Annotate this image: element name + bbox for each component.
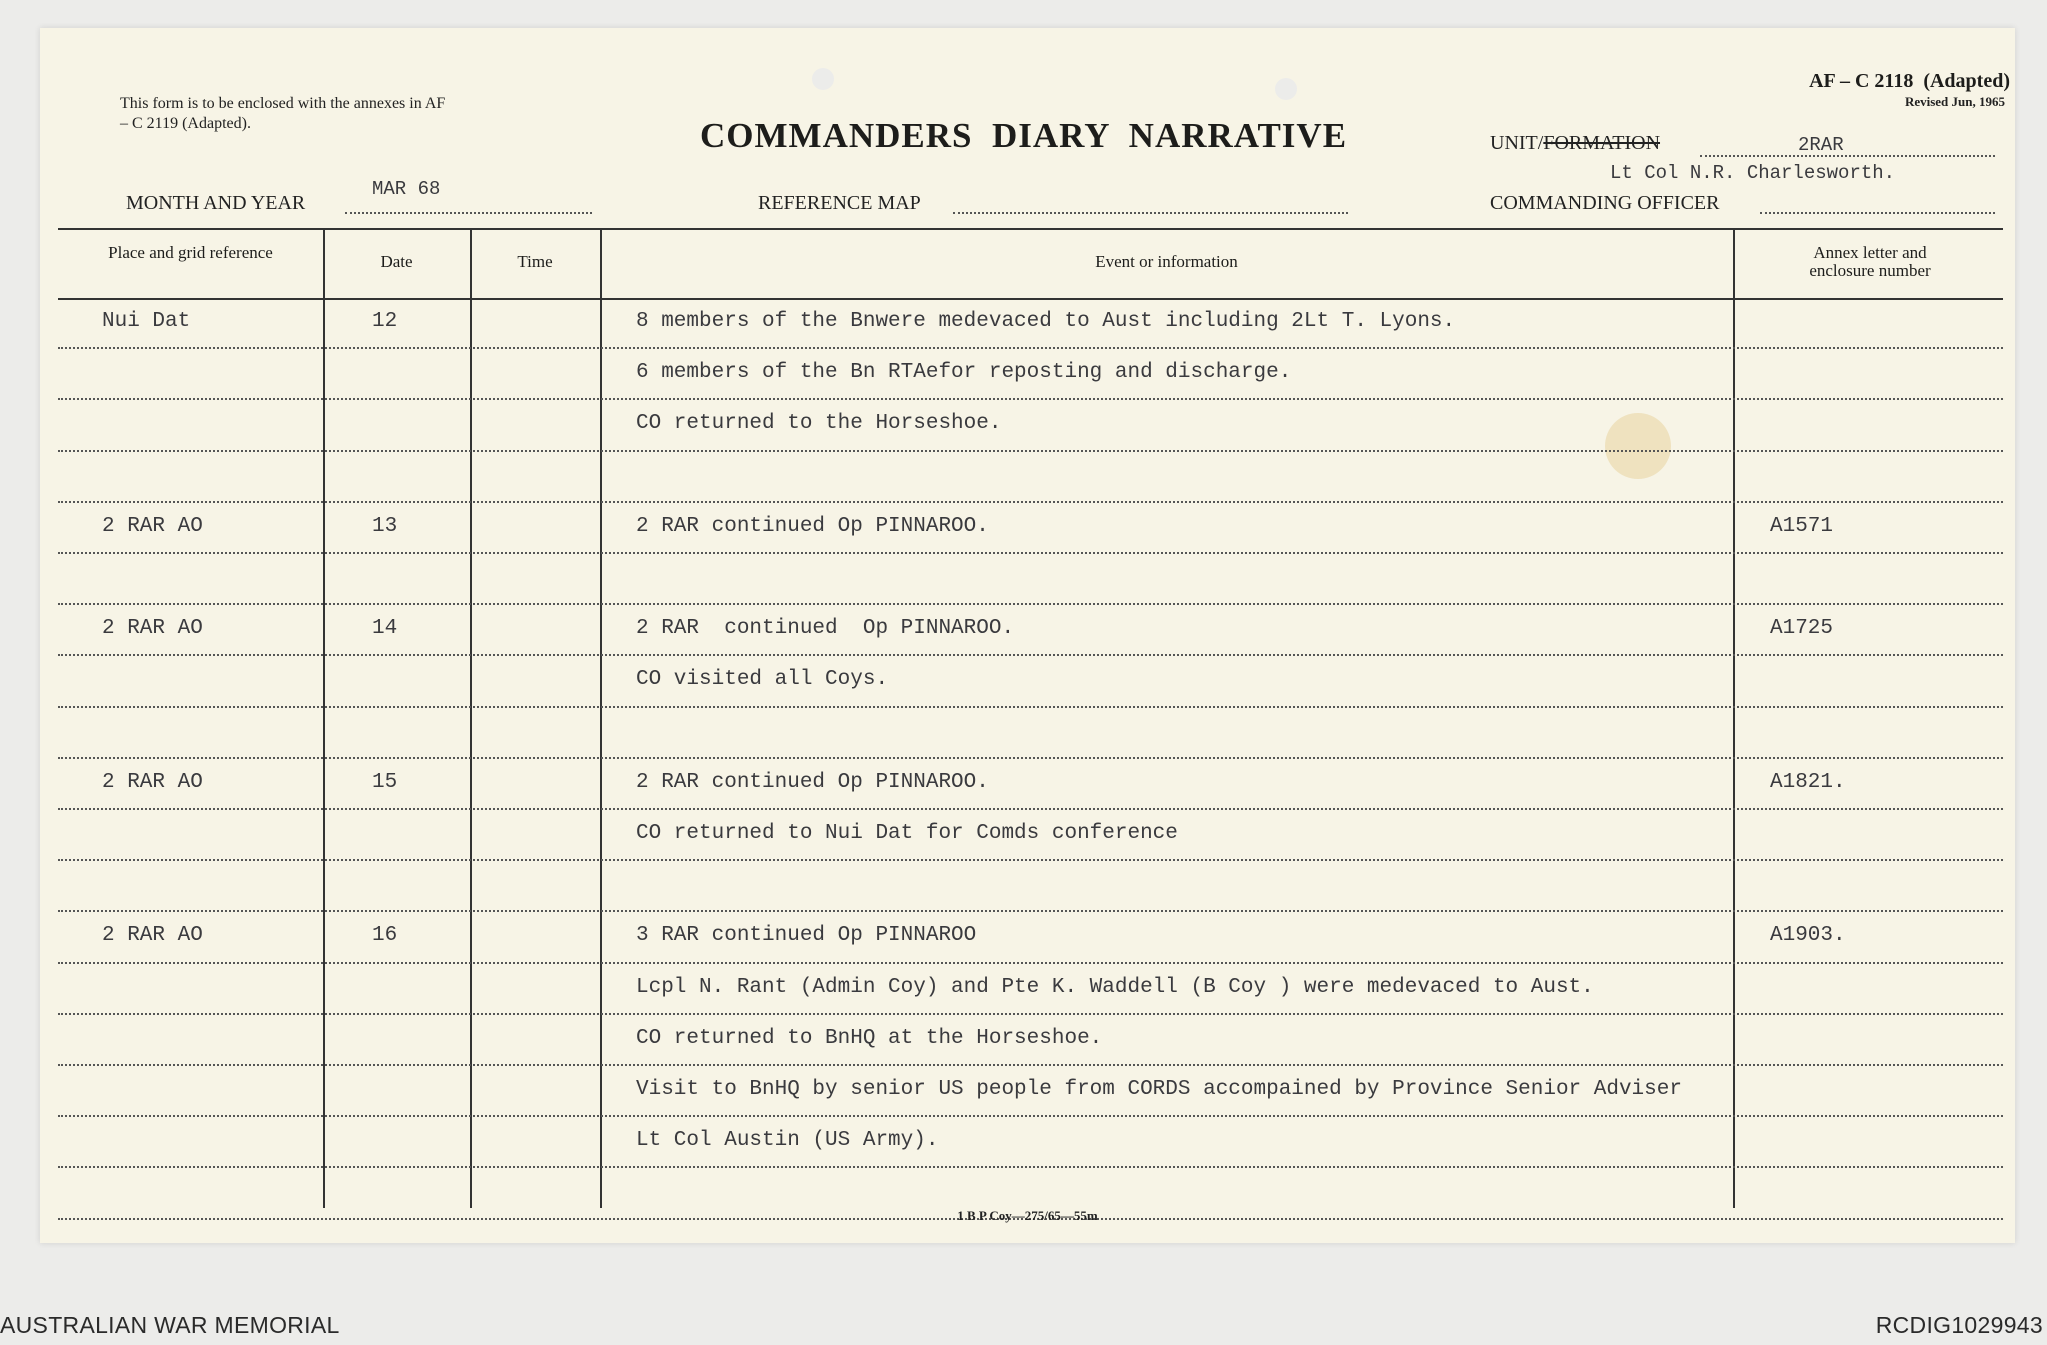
row-dotted-line bbox=[58, 603, 2003, 605]
entry-event: Lt Col Austin (US Army). bbox=[636, 1129, 939, 1153]
row-dotted-line bbox=[58, 552, 2003, 554]
month-year-label: MONTH AND YEAR bbox=[126, 192, 306, 214]
entry-event: 6 members of the Bn RTAefor reposting and discharge. bbox=[636, 361, 1292, 385]
row-dotted-line bbox=[58, 1166, 2003, 1168]
entry-place: 2 RAR AO bbox=[102, 617, 203, 641]
entry-event: 8 members of the Bnwere medevaced to Aust including 2Lt T. Lyons. bbox=[636, 310, 1456, 333]
column-divider bbox=[1733, 228, 1735, 1208]
entry-event: CO visited all Coys. bbox=[636, 668, 889, 692]
entry-event: Visit to BnHQ by senior US people from CORDS accompained by Province Senior Adviser bbox=[636, 1078, 1682, 1101]
row-dotted-line bbox=[58, 1115, 2003, 1117]
unit-value: 2RAR bbox=[1798, 134, 1844, 156]
reference-map-label: REFERENCE MAP bbox=[758, 192, 921, 214]
row-dotted-line bbox=[58, 654, 2003, 656]
table-header-border bbox=[58, 298, 2003, 300]
archive-source-label: AUSTRALIAN WAR MEMORIAL bbox=[0, 1312, 340, 1338]
row-dotted-line bbox=[58, 1064, 2003, 1066]
column-header-event: Event or information bbox=[1095, 252, 1238, 271]
row-dotted-line bbox=[58, 450, 2003, 452]
entry-place: Nui Dat bbox=[102, 310, 191, 333]
row-dotted-line bbox=[58, 910, 2003, 912]
row-dotted-line bbox=[58, 347, 2003, 349]
entry-date: 13 bbox=[372, 514, 398, 538]
form-instruction-note: This form is to be enclosed with the annexes in AF – C 2119 (Adapted). bbox=[120, 95, 446, 132]
punch-hole bbox=[812, 68, 834, 90]
unit-formation-label bbox=[1490, 132, 1660, 155]
row-dotted-line bbox=[58, 1013, 2003, 1015]
entry-event: 3 RAR continued Op PINNAROO bbox=[636, 924, 977, 948]
row-dotted-line bbox=[58, 501, 2003, 503]
print-code: 1 B P Coy—275/65—55m bbox=[957, 1208, 1098, 1223]
commanding-officer-label: COMMANDING OFFICER bbox=[1490, 192, 1720, 214]
entry-place: 2 RAR AO bbox=[102, 770, 203, 794]
entry-date: 15 bbox=[372, 770, 398, 794]
column-header-place: Place and grid reference bbox=[108, 243, 273, 262]
table-top-border bbox=[58, 228, 2003, 230]
entry-event: 2 RAR continued Op PINNAROO. bbox=[636, 770, 989, 794]
column-header-date: Date bbox=[380, 252, 413, 271]
entry-annex: A1903. bbox=[1770, 924, 1846, 948]
entry-event: 2 RAR continued Op PINNAROO. bbox=[636, 617, 1015, 641]
entry-annex: A1821. bbox=[1770, 770, 1846, 794]
unit-label: UNIT/ bbox=[1490, 132, 1544, 154]
archive-record-id: RCDIG1029943 bbox=[1875, 1312, 2043, 1338]
entry-event: 2 RAR continued Op PINNAROO. bbox=[636, 514, 989, 538]
row-dotted-line bbox=[58, 859, 2003, 861]
month-year-dotted-line bbox=[345, 212, 592, 214]
row-dotted-line bbox=[58, 757, 2003, 759]
punch-hole bbox=[1275, 78, 1297, 100]
column-divider bbox=[323, 228, 325, 1208]
month-year-value: MAR 68 bbox=[372, 178, 441, 200]
row-dotted-line bbox=[58, 706, 2003, 708]
row-dotted-line bbox=[58, 962, 2003, 964]
entry-event: Lcpl N. Rant (Admin Coy) and Pte K. Waddell (B Coy ) were medevaced to Aust. bbox=[636, 975, 1594, 999]
entry-date: 12 bbox=[372, 310, 398, 333]
entry-place: 2 RAR AO bbox=[102, 924, 203, 948]
formation-label-struck: FORMATION bbox=[1543, 132, 1661, 154]
row-dotted-line bbox=[58, 808, 2003, 810]
entry-annex: A1725 bbox=[1770, 617, 1834, 641]
column-divider bbox=[470, 228, 472, 1208]
entry-date: 16 bbox=[372, 924, 398, 948]
column-header-annex: Annex letter and enclosure number bbox=[1809, 243, 1931, 280]
reference-map-dotted-line bbox=[953, 212, 1348, 214]
column-divider bbox=[600, 228, 602, 1208]
column-header-time: Time bbox=[517, 252, 553, 271]
diary-form-sheet bbox=[40, 28, 2015, 1243]
commanding-officer-dotted-line bbox=[1760, 212, 1995, 214]
row-dotted-line bbox=[58, 398, 2003, 400]
revision-date: Revised Jun, 1965 bbox=[1904, 94, 2005, 109]
entry-event: CO returned to Nui Dat for Comds conference bbox=[636, 822, 1178, 845]
entry-event: CO returned to the Horseshoe. bbox=[636, 412, 1002, 436]
entry-event: CO returned to BnHQ at the Horseshoe. bbox=[636, 1026, 1103, 1050]
page-title: COMMANDERS DIARY NARRATIVE bbox=[700, 116, 1348, 155]
entry-place: 2 RAR AO bbox=[102, 514, 203, 538]
form-code: AF – C 2118 (Adapted) bbox=[1809, 70, 2010, 92]
entry-annex: A1571 bbox=[1770, 514, 1834, 538]
unit-dotted-line bbox=[1700, 155, 1995, 157]
commanding-officer-value: Lt Col N.R. Charlesworth. bbox=[1610, 162, 1896, 184]
entry-date: 14 bbox=[372, 617, 398, 641]
paper-stain bbox=[1605, 413, 1671, 479]
